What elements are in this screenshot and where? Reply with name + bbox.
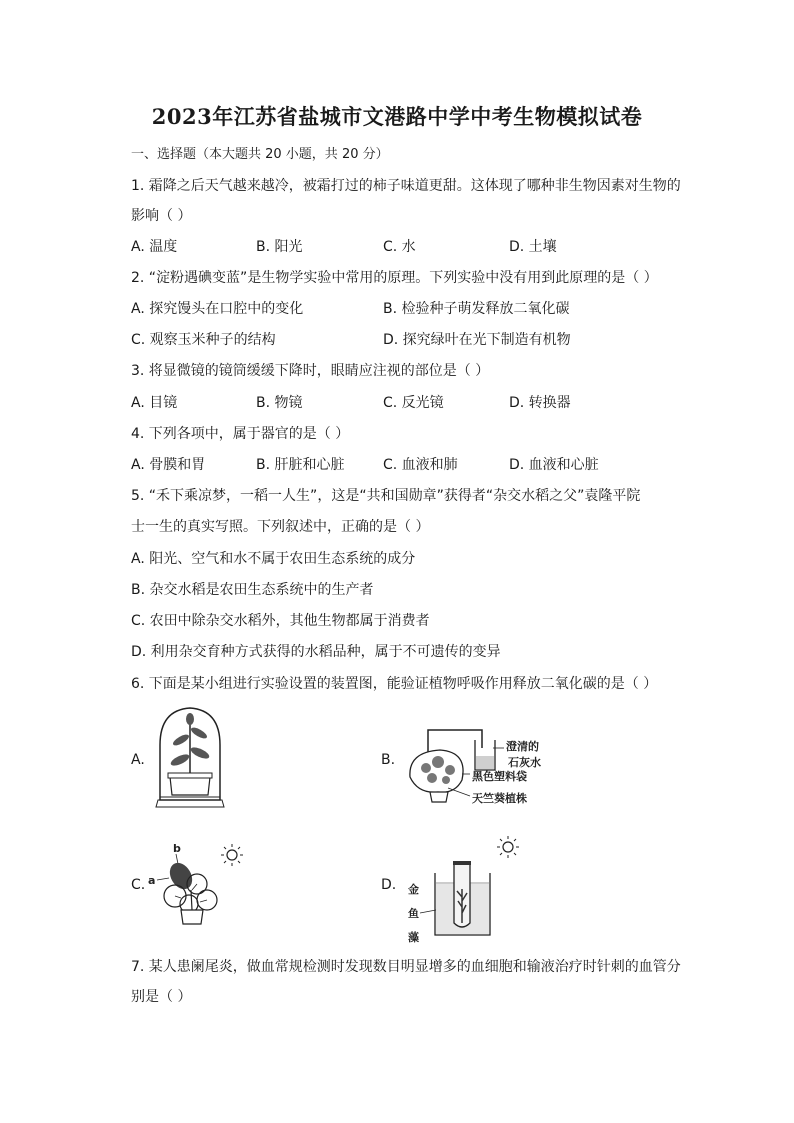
- q6-label-c: C.: [131, 877, 146, 893]
- q7-stem-line2: 别是（ ）: [131, 989, 192, 1005]
- figure-c-leaf-plant-sun: [145, 840, 245, 930]
- q2-option-c: C. 观察玉米种子的结构: [131, 332, 276, 348]
- q5-option-c: C. 农田中除杂交水稻外，其他生物都属于消费者: [131, 613, 430, 629]
- q1-stem-line1: 1. 霜降之后天气越来越冷，被霜打过的柿子味道更甜。这体现了哪种非生物因素对生物的: [131, 178, 681, 194]
- q3-option-b: B. 物镜: [256, 395, 303, 411]
- figure-b-bag-limewater: [400, 722, 560, 812]
- fig-d-label-yu: 鱼: [408, 907, 419, 920]
- q1-option-d: D. 土壤: [509, 239, 557, 255]
- q2-option-d: D. 探究绿叶在光下制造有机物: [383, 332, 571, 348]
- q4-stem: 4. 下列各项中，属于器官的是（ ）: [131, 426, 350, 442]
- fig-b-label-clear: 澄清的: [506, 740, 539, 753]
- q3-option-a: A. 目镜: [131, 395, 178, 411]
- q1-option-c: C. 水: [383, 239, 416, 255]
- q5-stem-line1: 5. “禾下乘凉梦，一稻一人生”，这是“共和国勋章”获得者“杂交水稻之父”袁隆平院: [131, 488, 641, 504]
- q1-stem-line2: 影响（ ）: [131, 208, 192, 224]
- fig-d-label-jin: 金: [408, 883, 419, 896]
- fig-b-label-geranium: 天竺葵植株: [472, 792, 527, 805]
- q6-label-d: D.: [381, 877, 397, 893]
- fig-b-label-limewater: 石灰水: [508, 756, 541, 769]
- q5-option-b: B. 杂交水稻是农田生态系统中的生产者: [131, 582, 374, 598]
- q5-option-d: D. 利用杂交育种方式获得的水稻品种，属于不可遗传的变异: [131, 644, 501, 660]
- q3-option-d: D. 转换器: [509, 395, 571, 411]
- q6-label-a: A.: [131, 752, 145, 768]
- figure-d-pondweed-beaker: [400, 835, 540, 947]
- fig-c-label-b: b: [173, 842, 181, 855]
- q6-label-b: B.: [381, 752, 396, 768]
- q1-option-a: A. 温度: [131, 239, 178, 255]
- q1-option-b: B. 阳光: [256, 239, 303, 255]
- figure-a-bell-jar-plant: [150, 705, 230, 810]
- page-title: 2023年江苏省盐城市文港路中学中考生物模拟试卷: [151, 104, 643, 129]
- q4-option-b: B. 肝脏和心脏: [256, 457, 345, 473]
- q3-stem: 3. 将显微镜的镜筒缓缓下降时，眼睛应注视的部位是（ ）: [131, 363, 490, 379]
- q2-stem: 2. “淀粉遇碘变蓝”是生物学实验中常用的原理。下列实验中没有用到此原理的是（ ）: [131, 270, 658, 286]
- q3-option-c: C. 反光镜: [383, 395, 444, 411]
- fig-b-label-black-bag: 黑色塑料袋: [472, 770, 527, 783]
- q4-option-d: D. 血液和心脏: [509, 457, 599, 473]
- q6-stem: 6. 下面是某小组进行实验设置的装置图，能验证植物呼吸作用释放二氧化碳的是（ ）: [131, 676, 658, 692]
- fig-d-label-zao: 藻: [408, 931, 419, 944]
- q2-option-a: A. 探究馒头在口腔中的变化: [131, 301, 304, 317]
- q4-option-a: A. 骨膜和胃: [131, 457, 206, 473]
- q2-option-b: B. 检验种子萌发释放二氧化碳: [383, 301, 570, 317]
- q5-stem-line2: 士一生的真实写照。下列叙述中，正确的是（ ）: [131, 519, 430, 535]
- fig-c-label-a: a: [148, 874, 156, 887]
- q4-option-c: C. 血液和肺: [383, 457, 458, 473]
- q5-option-a: A. 阳光、空气和水不属于农田生态系统的成分: [131, 551, 416, 567]
- section-heading: 一、选择题（本大题共 20 小题，共 20 分）: [131, 147, 389, 162]
- q7-stem-line1: 7. 某人患阑尾炎，做血常规检测时发现数目明显增多的血细胞和输液治疗时针刺的血管分: [131, 959, 681, 975]
